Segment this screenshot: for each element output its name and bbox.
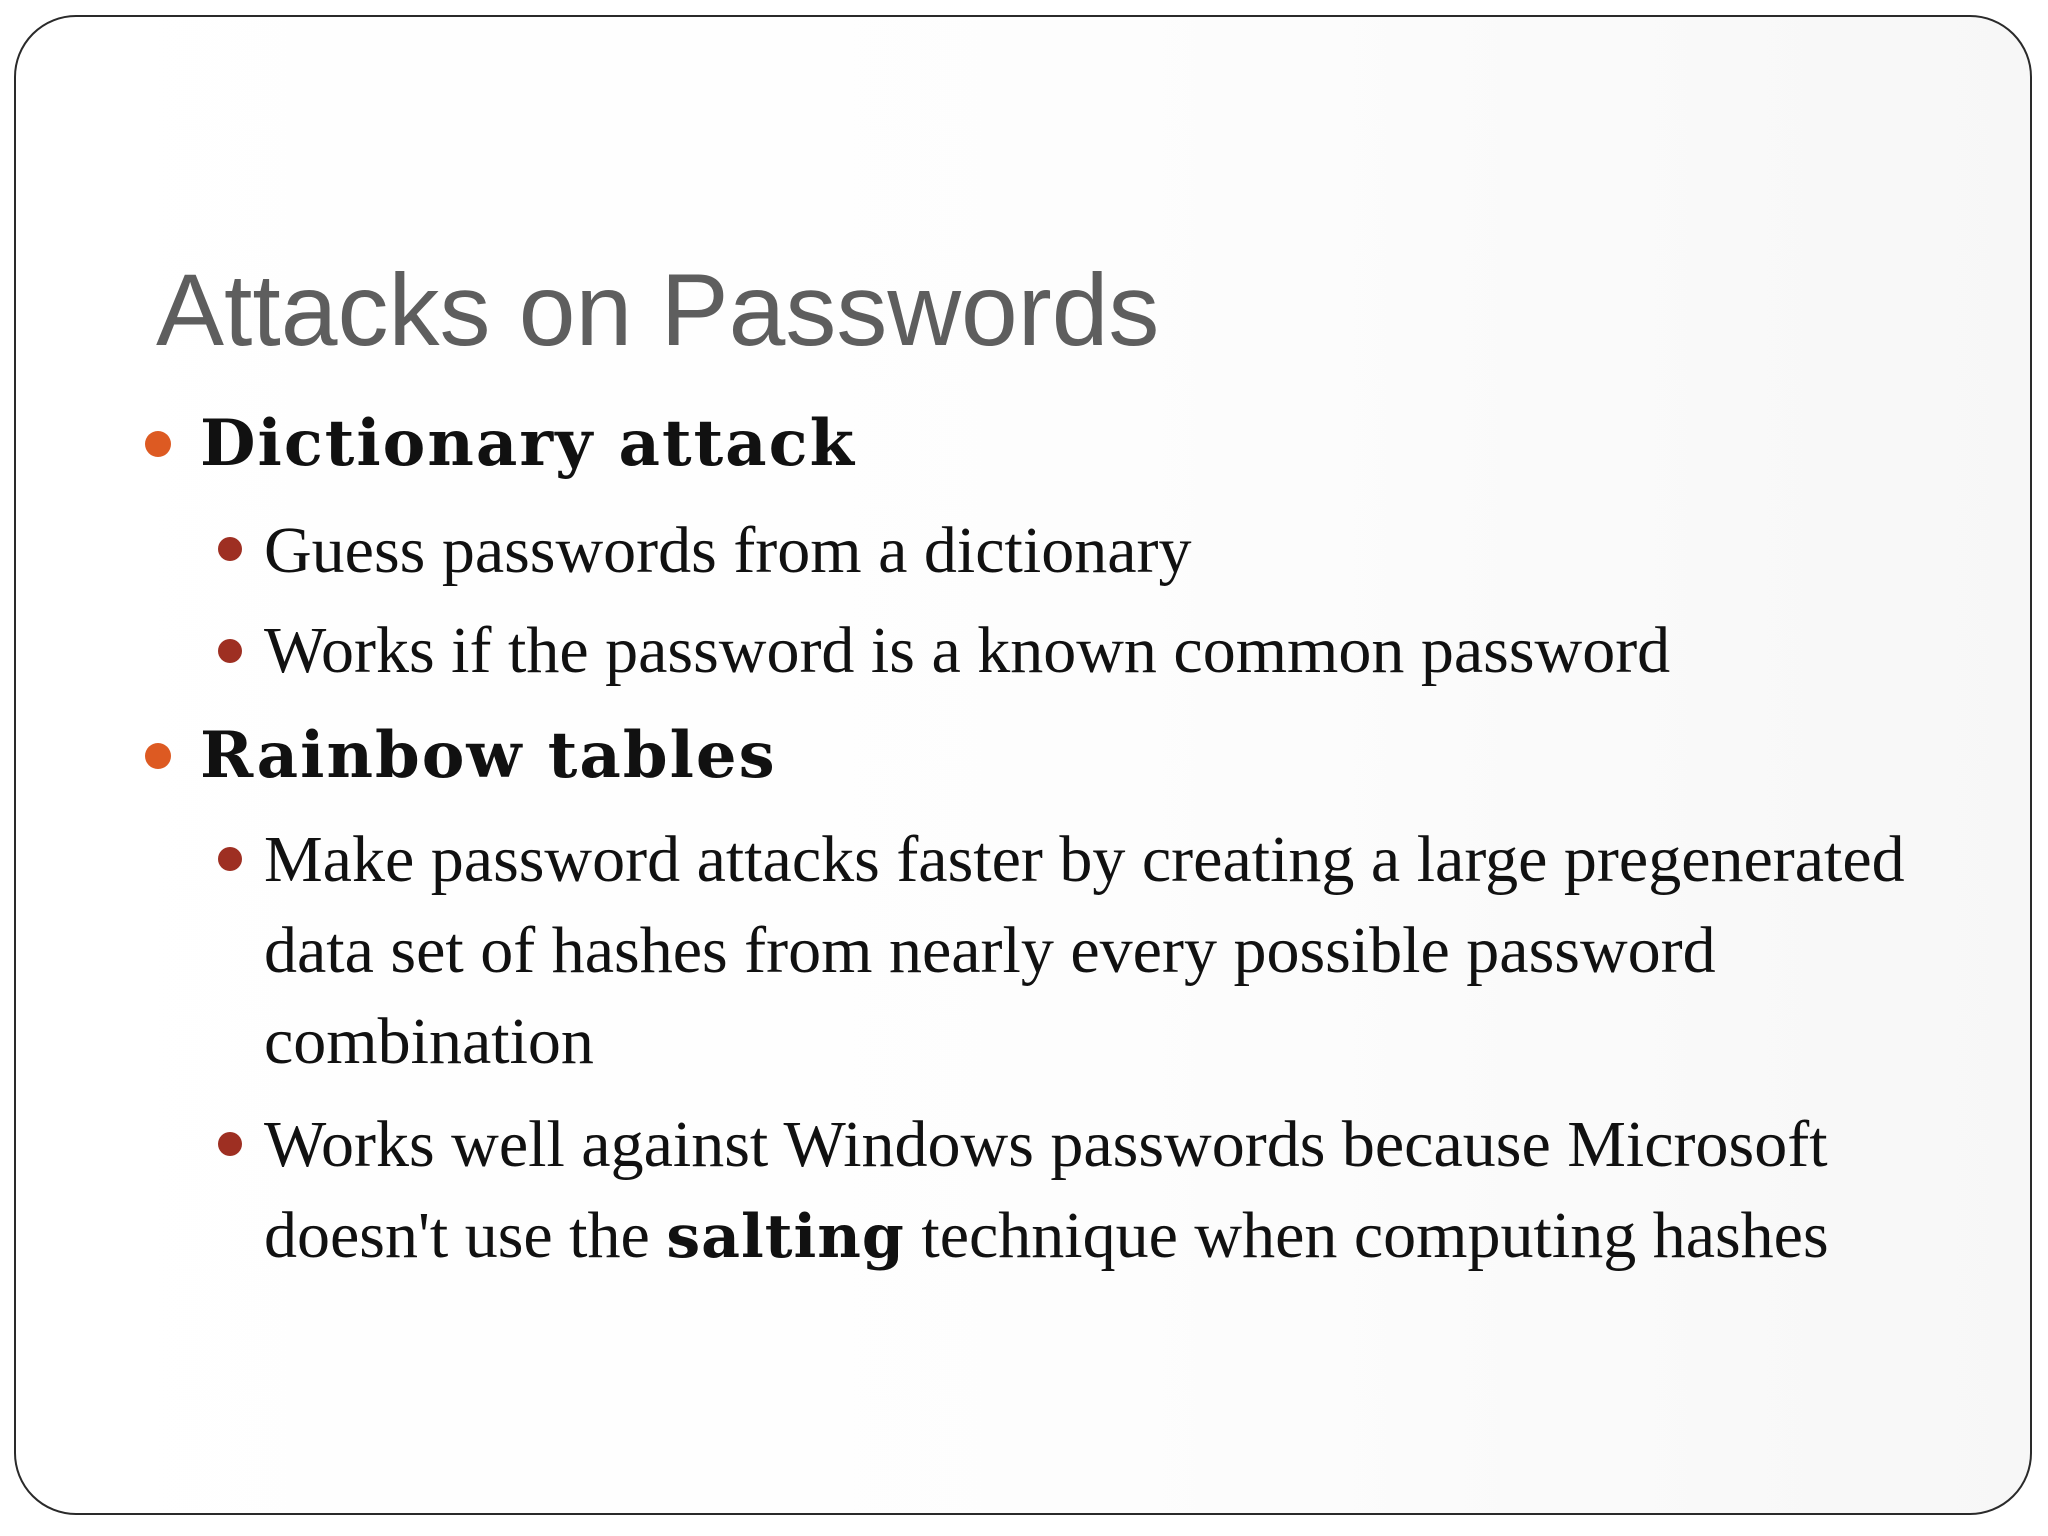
emphasis-salting: salting xyxy=(666,1202,905,1272)
bullet-heading-dictionary-attack: Dictionary attack xyxy=(200,406,856,481)
sub-bullet-item: Make password attacks faster by creating a large pregenerated data set of hashes from nearly every possible password combination xyxy=(264,823,1905,1078)
slide-title: Attacks on Passwords xyxy=(156,253,1160,367)
bullet-dot-icon xyxy=(145,431,171,457)
sub-bullet-dot-icon xyxy=(218,639,242,663)
sub-bullet-dot-icon xyxy=(218,537,242,561)
sub-bullet-item-windows xyxy=(264,1099,1984,1283)
sub-bullet-dot-icon xyxy=(218,847,242,871)
sub-bullet-text-tail: technique when computing hashes xyxy=(921,1199,1829,1272)
sub-bullet-text: Works well against Windows passwords because Microsoft doesn't use the xyxy=(264,1108,1828,1272)
bullet-heading-rainbow-tables: Rainbow tables xyxy=(200,718,777,793)
sub-bullet-item: Works if the password is a known common password xyxy=(264,614,1671,687)
slide xyxy=(14,15,2032,1515)
bullet-list xyxy=(16,17,2030,1513)
sub-bullet-item: Guess passwords from a dictionary xyxy=(264,514,1192,587)
bullet-dot-icon xyxy=(145,743,171,769)
sub-bullet-dot-icon xyxy=(218,1132,242,1156)
